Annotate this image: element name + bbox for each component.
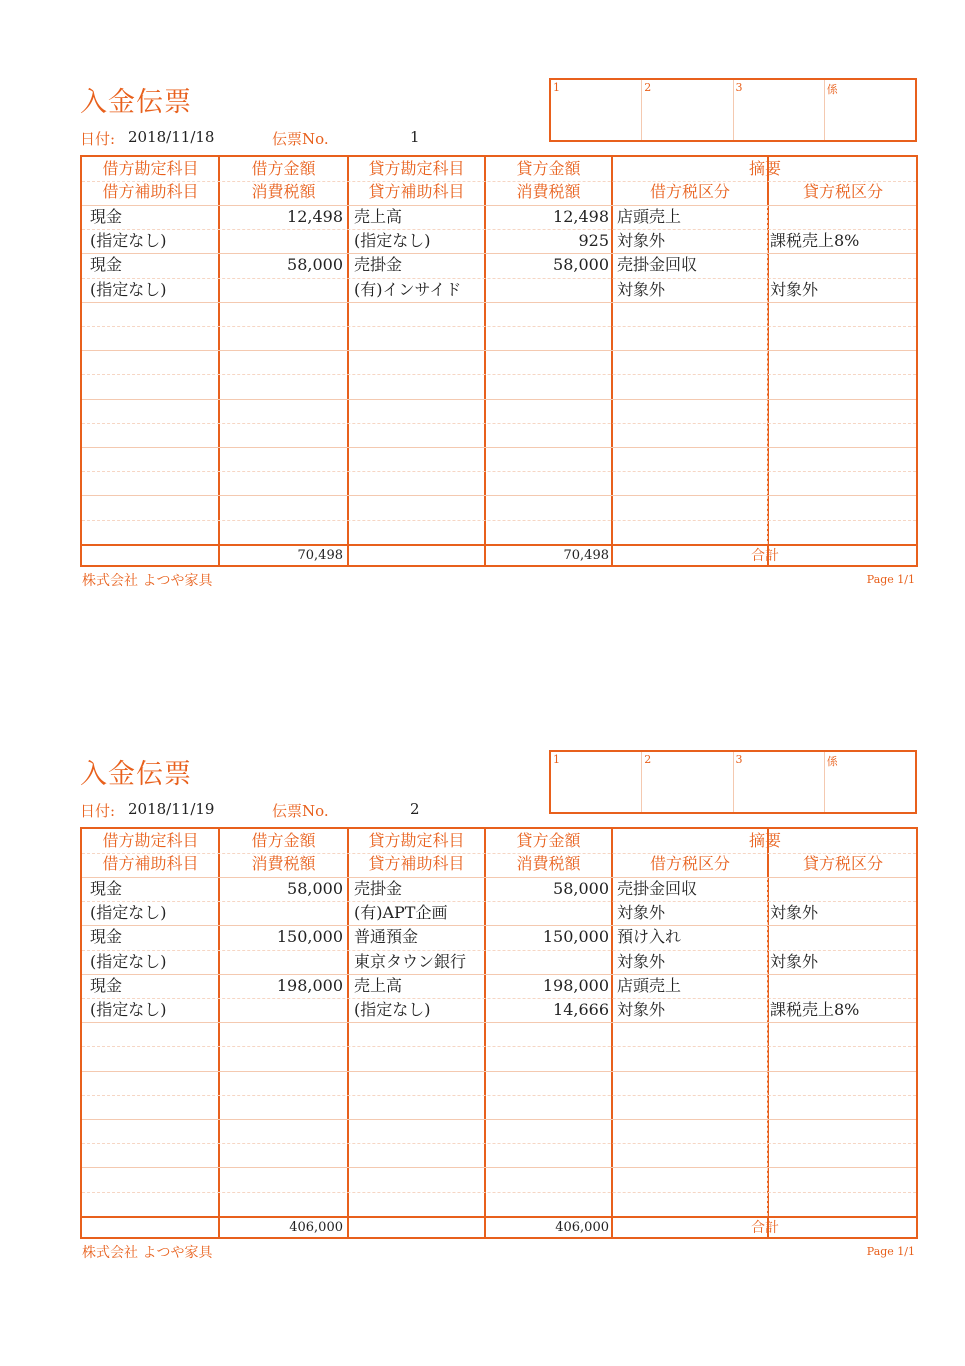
approval-box	[642, 80, 733, 140]
approval-box-label: 1	[553, 81, 560, 94]
debit-account: 現金	[90, 927, 123, 947]
column-divider	[611, 157, 613, 565]
approval-box-label: 2	[644, 81, 652, 94]
credit-tax-class: 対象外	[770, 279, 819, 299]
row-divider	[82, 1022, 916, 1023]
debit-sub-account: (指定なし)	[90, 951, 167, 971]
row-divider	[82, 1167, 916, 1168]
credit-sub-account: (有)APT企画	[354, 903, 448, 923]
row-divider	[82, 302, 916, 303]
date-label: 日付:	[80, 802, 116, 820]
row-divider	[82, 423, 916, 424]
header-debit-sub: 借方補助科目	[102, 854, 199, 873]
debit-sub-account: (指定なし)	[90, 279, 167, 299]
header-debit-amount: 借方金額	[251, 159, 316, 178]
row-divider	[82, 520, 916, 521]
slip-no-value: 1	[410, 128, 420, 146]
slip-title: 入金伝票	[80, 87, 192, 118]
approval-box-label: 2	[644, 753, 652, 766]
credit-account: 売掛金	[354, 879, 403, 898]
company-name: 株式会社 よつや家具	[82, 1245, 213, 1261]
credit-account: 売上高	[354, 975, 403, 995]
voucher-table	[80, 155, 918, 567]
header-credit-amount: 貸方金額	[516, 831, 581, 850]
row-divider	[82, 998, 916, 999]
row-divider	[82, 1095, 916, 1096]
debit-amount: 198,000	[276, 975, 343, 995]
credit-tax: 925	[578, 231, 609, 251]
column-divider	[347, 157, 349, 565]
row-divider	[82, 901, 916, 902]
credit-tax-class: 課税売上8%	[770, 231, 860, 251]
header-credit-account: 貸方勘定科目	[368, 831, 465, 850]
summary-text: 預け入れ	[617, 927, 682, 947]
voucher-table	[80, 827, 918, 1239]
header-credit-tax-class: 貸方税区分	[802, 182, 883, 201]
header-debit-tax: 消費税額	[251, 854, 316, 873]
row-divider	[82, 471, 916, 472]
approval-box	[734, 752, 825, 812]
credit-sub-account: (指定なし)	[354, 1000, 431, 1019]
credit-amount: 58,000	[553, 879, 609, 898]
approval-stamp-boxes	[549, 750, 917, 814]
header-summary: 摘要	[748, 159, 781, 178]
row-divider	[82, 950, 916, 951]
approval-box	[825, 80, 915, 140]
row-divider	[82, 1071, 916, 1072]
debit-tax-class: 対象外	[617, 279, 666, 299]
header-debit-account: 借方勘定科目	[102, 159, 199, 178]
header-bottom	[82, 205, 916, 206]
debit-account: 現金	[90, 879, 123, 898]
summary-text: 店頭売上	[617, 207, 682, 226]
total-label: 合計	[751, 1220, 779, 1236]
approval-box	[734, 80, 825, 140]
header-debit-tax-class: 借方税区分	[649, 854, 730, 873]
row-divider	[82, 974, 916, 975]
header-credit-tax: 消費税額	[516, 854, 581, 873]
total-label: 合計	[751, 548, 779, 564]
row-divider	[82, 229, 916, 230]
approval-box	[825, 752, 915, 812]
total-credit: 70,498	[563, 548, 609, 563]
credit-sub-account: 東京タウン銀行	[354, 951, 467, 971]
debit-sub-account: (指定なし)	[90, 1000, 167, 1019]
summary-text: 売掛金回収	[617, 879, 698, 898]
row-divider	[82, 495, 916, 496]
voucher-slip	[0, 80, 965, 600]
credit-account: 売上高	[354, 207, 403, 226]
credit-sub-account: (指定なし)	[354, 231, 431, 251]
header-credit-amount: 貸方金額	[516, 159, 581, 178]
approval-box	[551, 752, 642, 812]
header-debit-account: 借方勘定科目	[102, 831, 199, 850]
row-divider	[82, 326, 916, 327]
credit-tax: 14,666	[553, 1000, 609, 1019]
row-divider	[82, 278, 916, 279]
total-debit: 70,498	[297, 548, 343, 563]
header-bottom	[82, 877, 916, 878]
header-debit-amount: 借方金額	[251, 831, 316, 850]
slip-no-label: 伝票No.	[272, 130, 329, 148]
debit-tax-class: 対象外	[617, 951, 666, 971]
debit-amount: 58,000	[287, 879, 343, 898]
debit-sub-account: (指定なし)	[90, 231, 167, 251]
total-credit: 406,000	[555, 1220, 609, 1235]
company-name: 株式会社 よつや家具	[82, 573, 213, 589]
approval-box-label: 係	[826, 755, 838, 768]
credit-amount: 198,000	[542, 975, 609, 995]
date-label: 日付:	[80, 130, 116, 148]
credit-sub-account: (有)インサイド	[354, 279, 462, 299]
approval-box-label: 3	[735, 753, 743, 766]
header-credit-sub: 貸方補助科目	[368, 182, 465, 201]
column-divider	[611, 829, 613, 1237]
credit-tax-class: 対象外	[770, 903, 819, 923]
debit-tax-class: 対象外	[617, 231, 666, 251]
slip-title: 入金伝票	[80, 759, 192, 790]
credit-amount: 12,498	[553, 207, 609, 226]
slip-no-value: 2	[410, 800, 420, 818]
row-divider	[82, 1192, 916, 1193]
debit-account: 現金	[90, 975, 123, 995]
credit-amount: 150,000	[542, 927, 609, 947]
debit-amount: 12,498	[287, 207, 343, 226]
header-credit-account: 貸方勘定科目	[368, 159, 465, 178]
page-number: Page 1/1	[866, 1245, 915, 1258]
debit-amount: 58,000	[287, 255, 343, 275]
debit-account: 現金	[90, 207, 123, 226]
row-divider	[82, 399, 916, 400]
header-debit-tax: 消費税額	[251, 182, 316, 201]
row-divider	[82, 1119, 916, 1120]
row-divider	[82, 925, 916, 926]
row-divider	[82, 350, 916, 351]
header-summary: 摘要	[748, 831, 781, 850]
summary-text: 売掛金回収	[617, 255, 698, 275]
header-credit-tax: 消費税額	[516, 182, 581, 201]
debit-account: 現金	[90, 255, 123, 275]
credit-tax-class: 対象外	[770, 951, 819, 971]
approval-box	[551, 80, 642, 140]
header-credit-tax-class: 貸方税区分	[802, 854, 883, 873]
slip-no-label: 伝票No.	[272, 802, 329, 820]
total-debit: 406,000	[289, 1220, 343, 1235]
header-debit-tax-class: 借方税区分	[649, 182, 730, 201]
row-divider	[82, 447, 916, 448]
debit-tax-class: 対象外	[617, 1000, 666, 1019]
debit-tax-class: 対象外	[617, 903, 666, 923]
credit-account: 売掛金	[354, 255, 403, 275]
debit-amount: 150,000	[276, 927, 343, 947]
date-value: 2018/11/19	[128, 800, 215, 818]
row-divider	[82, 253, 916, 254]
date-value: 2018/11/18	[128, 128, 215, 146]
summary-text: 店頭売上	[617, 975, 682, 995]
approval-box-label: 3	[735, 81, 743, 94]
voucher-slip	[0, 752, 965, 1272]
header-debit-sub: 借方補助科目	[102, 182, 199, 201]
approval-box	[642, 752, 733, 812]
header-credit-sub: 貸方補助科目	[368, 854, 465, 873]
column-divider	[347, 829, 349, 1237]
row-divider	[82, 374, 916, 375]
credit-amount: 58,000	[553, 255, 609, 275]
debit-sub-account: (指定なし)	[90, 903, 167, 923]
credit-tax-class: 課税売上8%	[770, 1000, 860, 1019]
row-divider	[82, 1143, 916, 1144]
row-divider	[82, 1046, 916, 1047]
credit-account: 普通預金	[354, 927, 419, 947]
approval-stamp-boxes	[549, 78, 917, 142]
approval-box-label: 1	[553, 753, 560, 766]
page-number: Page 1/1	[866, 573, 915, 586]
approval-box-label: 係	[826, 83, 838, 96]
